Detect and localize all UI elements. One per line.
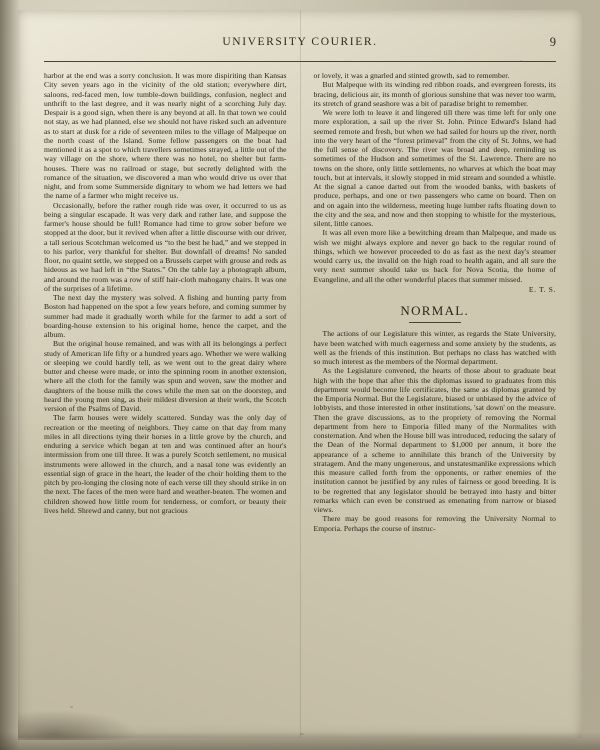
paragraph: or lovely, it was a gnarled and stinted growth, sad to remember. [313,71,510,80]
paragraph: There may be good reasons for removing the University Normal to Emporia. Perhaps the course of instruc- [313,514,556,533]
paragraph: It was all even more like a bewitching dream than Malpeque, and made us wish we might always explore and never go back to the regular round of things, which we however proceeded to do as fast as the next day's steamer would carry us, the invalid on the high road to health again, and all sure the very next summer should take us back for Nova Scotia, the home of Evangeline, and all the other wonderful places that summer missed. [313,228,556,284]
page-edge-shadow-left [0,0,20,750]
text-columns [44,71,556,701]
paragraph: But the original house remained, and was with all its belongings a perfect study of American life fifty or a hundred years ago. Whether we were walking or sleeping we could hardly tell, as we went out to the great dairy where butter and cheese were made, or into the spinning room in another extension, where all the cloth for the family was spun and woven, saw the mother and daughters of the house milk the cows while the men sat on the doorstep, and heard the young men sing, as their mildest diversion at their work, the Scotch version of the Psalms of David. [44,339,287,413]
page-corner-smudge [18,710,138,740]
paragraph: The farm houses were widely scattered. Sunday was the only day of recreation or the meeting of neighbors. They came on that day from many miles in all directions tying their horses in a little grove by the church, and enduring a service which began at ten and was continued after an hour's intermission from one till three. It was a purely Scotch settlement, no musical instruments were allowed in the church, and a nasal tone was evidently an essential sign of grace in the heart, the leader of the choir holding them to the pitch by pro-longing the closing note of each verse till they should strike in on the next. The faces of the men were hard and weather-beaten. The women and children showed how little room for tenderness, or comfort, or beauty their lives held. Shrewd and canny, but not gracious [44,413,287,515]
header-rule [44,61,556,62]
page-number: 9 [549,35,556,49]
right-column [301,71,557,701]
running-title: UNIVERSITY COURIER. [222,36,378,48]
page-header [44,36,556,58]
section-rule [409,322,461,323]
paragraph: The actions of our Legislature this winter, as regards the State University, have been watched with much eagerness and some anxiety by the students, as well as the friends of this institution. But perhaps no class has watched with so much interest as the members of the Normal department. [313,329,556,366]
page-content [44,36,556,708]
paragraph: As the Legislature convened, the hearts of those about to graduate beat high with the hope that after this the diplomas issued to graduates from this department would become life certificates, the same as diplomas granted by the Emporia Normal. But the Legislature, biased or unbiased by the advice of lobbyists, and those interested in other institutions, 'sat down' on the measure. Then the grave discussions, as to the propriety of removing the Normal department from here to Emporia filled many of the Normalites with consternation. And when the House bill was introduced, reducing the salary of the Dean of the Normal department to $1,000 per annum, it bore the appearance of a scheme to annihilate this branch of the University by stratagem. And the many ungenerous, and unstatesmanlike expressions which this measure called forth from the opponents, or rather enemies of the institution cannot be justified by any rules of fairness or good breeding. It is to be regretted that any legislator should be betrayed into hasty and bitter remarks which can even be construed as emenating from narrow or biased views. [313,366,556,514]
left-column [44,71,300,701]
paragraph: Occasionally, before the rather rough ride was over, it occurred to us as being a singular escapade. It was very dark and rather late, and suppose the farmer's house should be full! Romance had time to grow sober before we stopped at the door, but it revived when after a little discourse with our driver, a tall serious Scotchman welcomed us “to the best he had,” and we stepped in to his parlor, very thankful for shelter. But downfall of dreams! No sanded floor, no quaint settle, we stepped on a Brussels carpet with grouse and reds as hideous as we had left in “the States.” On the table lay a photograph album, and around the room was a row of stiff hair-cloth mahogany chairs. It was one of the surprises of a lifetime. [44,200,287,293]
paragraph: The next day the mystery was solved. A fishing and hunting party from Boston had happened on the spot a few years before, and coming summer by summer had made it gradually worth while for the farmer to add a sort of boarding-house extension to his original home, hence the carpet, and the album. [44,293,287,339]
section-heading: NORMAL. [400,303,470,319]
paragraph: But Malpeque with its winding red ribbon roads, and evergreen forests, its bracing, delicious air, its month of glorious sunshine that was never too warm, its stretch of grand seashore was a bit of paradise bright to remember. [313,80,556,108]
paragraph: We were loth to leave it and lingered till there was time left for only one more exploration, a sail up the river St. John. Prince Edward's Island had seemed remote and fresh, but when we had sailed for hours up the river, north into the very heart of the “forest primeval” from the city of St. Johns, we had the full sense of discovery. The river was broad and deep, reminding us sometimes of the Hudson and sometimes of the St. Lawrence. There are no towns on the shore, only little settlements, no wharves at which the boat may touch, but at intervals, it slowly stopped in mid stream and sounded a whistle. At the signal a canoe darted out from the wooded banks, with baskets of produce, perhaps, and one or two passengers who came on board. Then on and on again into the wilderness, meeting huge lumber rafts floating down to the city and the sea, and now and then stopping to whistle for the mysterious, silent, little canoes. [313,108,556,228]
article-signature: E. T. S. [528,284,556,294]
paragraph: harbor at the end was a sorry conclusion. It was more dispiriting than Kansas City seven years ago in the vicinity of the old station; everywhere dirt, saloons, red-faced men, low tumble-down buildings, confusion, neglect and unthrift to the last degree, and it was nearly night of a scorching July day. Despair is a good sign, when there is any beyond at all. In that town we could not stay, as we had planned, else we should not have risked such an adventure as to start at dusk for a ride of seventeen miles to the village of Malpeque on the north coast of the Island. Some fellow passengers on the boat had mentioned it as a spot to which travellers sometimes strayed, a little out of the way village on the shore, where there was no hotel, no shelter but farm-houses. There was no railroad or stage, but secretly delighted with the romance of the situation, we discovered a man who would drive us over that night, and from some Summerside dignitary to whom we had letters we had the name of a farmer who might receive us. [44,71,287,201]
